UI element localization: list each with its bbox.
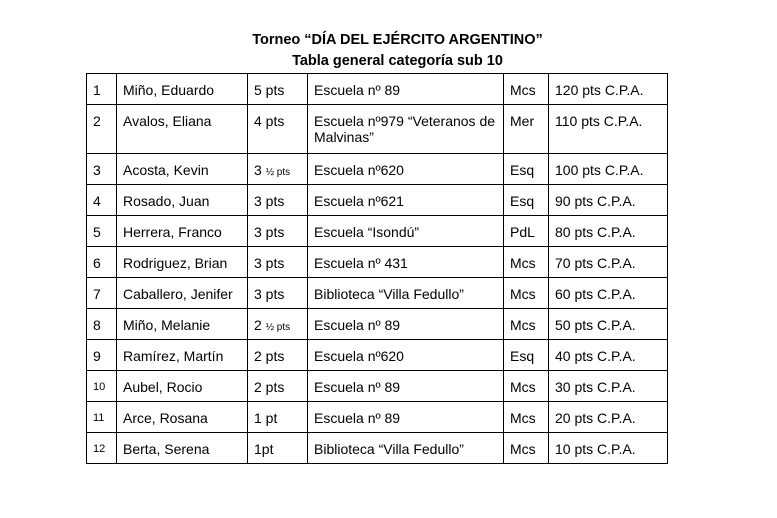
school-cell: Escuela “Isondú” — [308, 216, 504, 247]
school-cell: Escuela nº620 — [308, 154, 504, 185]
points-cell: 1 pt — [248, 402, 308, 433]
name-cell: Rosado, Juan — [117, 185, 248, 216]
table-row — [87, 247, 668, 278]
cpa-cell: 30 pts C.P.A. — [549, 371, 668, 402]
points-cell: 4 pts — [248, 105, 308, 154]
zone-cell: PdL — [504, 216, 549, 247]
points-cell: 5 pts — [248, 74, 308, 105]
school-cell: Escuela nº 89 — [308, 74, 504, 105]
zone-cell: Mcs — [504, 402, 549, 433]
name-cell: Ramírez, Martín — [117, 340, 248, 371]
name-cell: Miño, Eduardo — [117, 74, 248, 105]
name-cell: Berta, Serena — [117, 433, 248, 464]
position-cell: 12 — [87, 433, 117, 464]
points-main: 3 — [254, 162, 266, 178]
table-row — [87, 309, 668, 340]
zone-cell: Mcs — [504, 278, 549, 309]
cpa-cell: 10 pts C.P.A. — [549, 433, 668, 464]
cpa-cell: 80 pts C.P.A. — [549, 216, 668, 247]
school-cell: Escuela nº 89 — [308, 402, 504, 433]
cpa-cell: 120 pts C.P.A. — [549, 74, 668, 105]
table-row — [87, 371, 668, 402]
points-cell: 1pt — [248, 433, 308, 464]
points-main: 2 — [254, 317, 266, 333]
position-cell: 1 — [87, 74, 117, 105]
school-cell: Escuela nº 89 — [308, 371, 504, 402]
zone-cell: Mcs — [504, 371, 549, 402]
page-subtitle: Tabla general categoría sub 10 — [292, 53, 503, 69]
cpa-cell: 90 pts C.P.A. — [549, 185, 668, 216]
points-fraction: ½ pts — [265, 322, 291, 333]
points-cell: 2 pts — [248, 371, 308, 402]
position-cell: 6 — [87, 247, 117, 278]
position-cell: 8 — [87, 309, 117, 340]
table-row — [87, 185, 668, 216]
cpa-cell: 60 pts C.P.A. — [549, 278, 668, 309]
points-cell — [248, 309, 308, 340]
school-cell: Escuela nº979 “Veteranos de Malvinas” — [308, 105, 504, 154]
points-cell: 3 pts — [248, 185, 308, 216]
name-cell: Herrera, Franco — [117, 216, 248, 247]
position-cell: 7 — [87, 278, 117, 309]
page-title: Torneo “DÍA DEL EJÉRCITO ARGENTINO” — [252, 32, 543, 48]
table-row — [87, 340, 668, 371]
name-cell: Avalos, Eliana — [117, 105, 248, 154]
name-cell: Miño, Melanie — [117, 309, 248, 340]
position-cell: 3 — [87, 154, 117, 185]
cpa-cell: 100 pts C.P.A. — [549, 154, 668, 185]
name-cell: Caballero, Jenifer — [117, 278, 248, 309]
school-cell: Biblioteca “Villa Fedullo” — [308, 278, 504, 309]
school-cell: Escuela nº 431 — [308, 247, 504, 278]
school-cell: Biblioteca “Villa Fedullo” — [308, 433, 504, 464]
zone-cell: Mcs — [504, 247, 549, 278]
cpa-cell: 110 pts C.P.A. — [549, 105, 668, 154]
points-cell: 3 pts — [248, 247, 308, 278]
table-row — [87, 216, 668, 247]
school-cell: Escuela nº621 — [308, 185, 504, 216]
name-cell: Acosta, Kevin — [117, 154, 248, 185]
table-row — [87, 105, 668, 154]
position-cell: 4 — [87, 185, 117, 216]
school-cell: Escuela nº 89 — [308, 309, 504, 340]
name-cell: Arce, Rosana — [117, 402, 248, 433]
name-cell: Aubel, Rocio — [117, 371, 248, 402]
name-cell: Rodriguez, Brian — [117, 247, 248, 278]
zone-cell: Mcs — [504, 309, 549, 340]
position-cell: 11 — [87, 402, 117, 433]
points-cell: 3 pts — [248, 278, 308, 309]
zone-cell: Mer — [504, 105, 549, 154]
zone-cell: Mcs — [504, 433, 549, 464]
zone-cell: Esq — [504, 340, 549, 371]
standings-table — [86, 73, 668, 464]
position-cell: 10 — [87, 371, 117, 402]
cpa-cell: 70 pts C.P.A. — [549, 247, 668, 278]
cpa-cell: 40 pts C.P.A. — [549, 340, 668, 371]
cpa-cell: 50 pts C.P.A. — [549, 309, 668, 340]
points-cell: 2 pts — [248, 340, 308, 371]
table-row — [87, 154, 668, 185]
table-row — [87, 278, 668, 309]
points-cell: 3 pts — [248, 216, 308, 247]
points-fraction: ½ pts — [265, 167, 291, 178]
table-row — [87, 433, 668, 464]
zone-cell: Esq — [504, 154, 549, 185]
table-row — [87, 402, 668, 433]
position-cell: 2 — [87, 105, 117, 154]
school-cell: Escuela nº620 — [308, 340, 504, 371]
zone-cell: Esq — [504, 185, 549, 216]
zone-cell: Mcs — [504, 74, 549, 105]
points-cell — [248, 154, 308, 185]
position-cell: 9 — [87, 340, 117, 371]
table-row — [87, 74, 668, 105]
cpa-cell: 20 pts C.P.A. — [549, 402, 668, 433]
position-cell: 5 — [87, 216, 117, 247]
